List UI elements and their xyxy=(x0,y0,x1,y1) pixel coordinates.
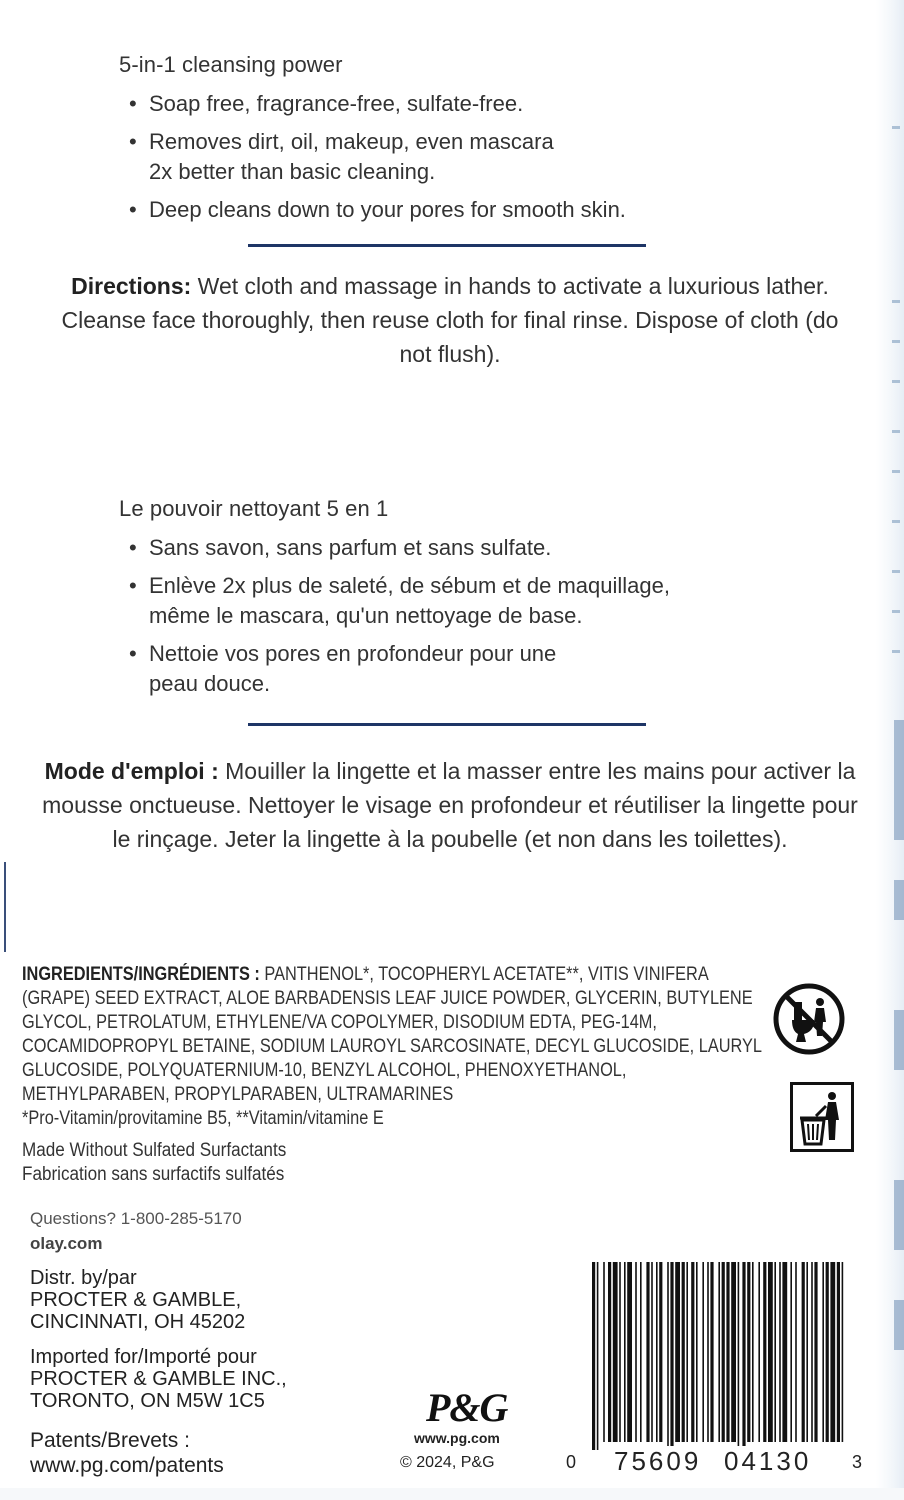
barcode-bar xyxy=(718,1262,720,1442)
barcode-bar xyxy=(752,1262,754,1442)
barcode-bar xyxy=(830,1262,835,1442)
box-edge-decoration xyxy=(876,0,904,1500)
import-block xyxy=(30,1346,287,1412)
english-benefits-list xyxy=(127,89,687,233)
barcode-bar xyxy=(747,1262,750,1442)
barcode-bar xyxy=(675,1262,680,1442)
barcode-bar xyxy=(682,1262,685,1442)
import-company: PROCTER & GAMBLE INC., xyxy=(30,1368,287,1390)
barcode-bar xyxy=(742,1262,745,1450)
barcode-bar xyxy=(646,1262,649,1442)
barcode-bar xyxy=(837,1262,840,1442)
barcode-bar xyxy=(731,1262,736,1442)
section-divider xyxy=(248,244,646,247)
box-left-mark xyxy=(4,862,6,952)
barcode-bar xyxy=(613,1262,618,1442)
distribution-company: PROCTER & GAMBLE, xyxy=(30,1289,242,1311)
barcode-bar xyxy=(707,1262,709,1442)
french-section-title: Le pouvoir nettoyant 5 en 1 xyxy=(119,496,389,521)
distribution-label: Distr. by/par xyxy=(30,1267,137,1289)
barcode-bar xyxy=(691,1262,694,1442)
english-section-title: 5-in-1 cleansing power xyxy=(119,52,343,77)
pg-logo: P&G xyxy=(426,1385,508,1430)
barcode-bar xyxy=(667,1262,669,1450)
website-link[interactable]: olay.com xyxy=(30,1234,103,1253)
ingredients-block xyxy=(22,963,762,1131)
barcode-bar xyxy=(659,1262,662,1442)
barcode-bar xyxy=(811,1262,813,1442)
barcode-bar xyxy=(619,1262,621,1442)
barcode-bar xyxy=(822,1262,824,1442)
list-item: • Removes dirt, oil, makeup, even mascara 2x better than basic cleaning. xyxy=(127,127,687,187)
ingredients-list: PANTHENOL*, TOCOPHERYL ACETATE**, VITIS VINIFERA (GRAPE) SEED EXTRACT, ALOE BARBADENSIS LEAF JUICE POWDER, GLYCERIN, BUTYLENE GLYCOL, PETROLATUM, ETHYLENE/VA COPOLYMER, DISODIUM EDTA, PEG-14M, COCAMIDOPROPYL BETAINE, SODIUM LAUROYL SARCOSINATE, DECYL GLUCOSIDE, LAURYL GLUCOSIDE, POLYQUATERNIUM-10, BENZYL ALCOHOL, PHENOXYETHANOL, METHYLPARABEN, PROPYLPARABEN, ULTRAMARINES xyxy=(22,964,762,1105)
barcode-bar xyxy=(806,1262,808,1442)
barcode-bar xyxy=(763,1262,766,1442)
distribution-city: CINCINNATI, OH 45202 xyxy=(30,1311,246,1333)
pg-copyright: © 2024, P&G xyxy=(400,1454,495,1471)
barcode-bar xyxy=(686,1262,688,1442)
barcode-bar xyxy=(768,1262,773,1442)
french-directions xyxy=(40,754,860,856)
barcode-bar xyxy=(670,1262,673,1450)
ingredients-label: INGREDIENTS/INGRÉDIENTS : xyxy=(22,964,260,985)
barcode-lead-digit: 0 xyxy=(566,1452,577,1472)
patents-block xyxy=(30,1428,224,1478)
barcode-bar xyxy=(597,1262,599,1450)
barcode-bar xyxy=(656,1262,658,1442)
barcode-bar xyxy=(624,1262,626,1442)
upc-barcode xyxy=(590,1262,846,1450)
list-item: • Enlève 2x plus de saleté, de sébum et de maquillage, même le mascara, qu'un nettoyage de base. xyxy=(127,571,747,631)
barcode-bar xyxy=(608,1262,611,1442)
directions-text: Wet cloth and massage in hands to activate a luxurious lather. Cleanse face thoroughly, then reuse cloth for final rinse. Dispose of cloth (do not flush). xyxy=(61,273,839,367)
barcode-check-digit: 3 xyxy=(852,1452,863,1472)
barcode-bar xyxy=(758,1262,760,1442)
ingredients-footnote: *Pro-Vitamin/provitamine B5, **Vitamin/vitamine E xyxy=(22,1108,384,1129)
patents-label: Patents/Brevets : xyxy=(30,1429,190,1452)
barcode-bar xyxy=(696,1262,698,1442)
box-bottom-edge xyxy=(0,1488,904,1500)
barcode-bar xyxy=(779,1262,781,1442)
barcode-bar xyxy=(842,1262,844,1442)
french-benefits-list xyxy=(127,533,747,707)
patents-url[interactable]: www.pg.com/patents xyxy=(30,1454,224,1477)
mode-emploi-text: Mouiller la lingette et la masser entre les mains pour activer la mousse onctueuse. Nettoyer le visage en profondeur et réutiliser la lingette pour le rinçage. Jeter la lingette à la poubelle (et non dans les toilettes). xyxy=(42,758,858,852)
barcode-bar xyxy=(802,1262,805,1442)
distribution-block xyxy=(30,1267,245,1333)
do-not-flush-icon xyxy=(772,982,846,1056)
barcode-bar xyxy=(726,1262,729,1442)
mode-emploi-label: Mode d'emploi : xyxy=(44,758,219,784)
barcode-bar xyxy=(814,1262,817,1442)
made-without-en: Made Without Sulfated Surfactants xyxy=(22,1140,287,1161)
barcode-bar xyxy=(702,1262,704,1442)
list-item: • Nettoie vos pores en profondeur pour une peau douce. xyxy=(127,639,747,699)
barcode-bar xyxy=(738,1262,740,1450)
list-item: • Sans savon, sans parfum et sans sulfate. xyxy=(127,533,747,563)
barcode-bar xyxy=(627,1262,632,1442)
pg-website[interactable]: www.pg.com xyxy=(414,1430,500,1446)
barcode-left-group: 75609 xyxy=(614,1446,702,1476)
barcode-bar xyxy=(795,1262,797,1442)
barcode-bar xyxy=(710,1262,713,1442)
barcode-bar xyxy=(603,1262,605,1442)
import-label: Imported for/Importé pour xyxy=(30,1346,257,1368)
dispose-in-trash-icon xyxy=(790,1082,854,1152)
list-item: • Deep cleans down to your pores for smooth skin. xyxy=(127,195,687,225)
barcode-bar xyxy=(722,1262,725,1442)
barcode-bar xyxy=(782,1262,787,1442)
barcode-bar xyxy=(774,1262,776,1442)
list-item: • Soap free, fragrance-free, sulfate-free. xyxy=(127,89,687,119)
made-without-fr: Fabrication sans surfactifs sulfatés xyxy=(22,1164,285,1185)
barcode-bar xyxy=(635,1262,637,1442)
section-divider xyxy=(248,723,646,726)
barcode-bar xyxy=(790,1262,792,1442)
made-without-block xyxy=(22,1139,286,1187)
barcode-bar xyxy=(592,1262,595,1450)
barcode-bar xyxy=(826,1262,829,1442)
barcode-right-group: 04130 xyxy=(724,1446,812,1476)
directions-label: Directions: xyxy=(71,273,192,299)
import-city: TORONTO, ON M5W 1C5 xyxy=(30,1390,265,1412)
questions-phone: Questions? 1-800-285-5170 xyxy=(30,1209,242,1228)
english-directions xyxy=(50,269,850,371)
barcode-bar xyxy=(640,1262,642,1442)
barcode-bar xyxy=(651,1262,653,1442)
